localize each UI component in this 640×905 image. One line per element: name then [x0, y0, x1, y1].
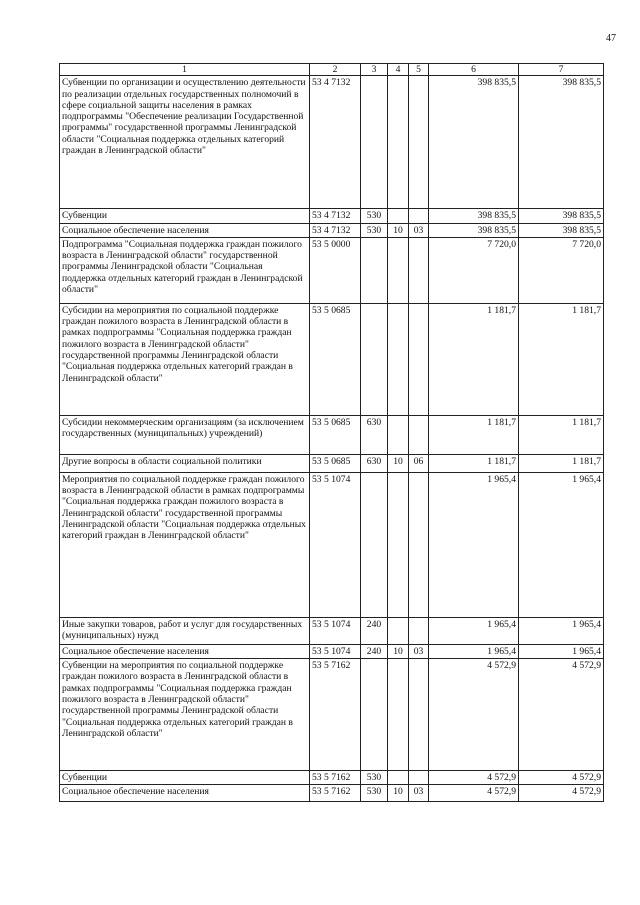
row-sum-2015: 4 572,9 — [519, 771, 604, 785]
row-subsection — [409, 617, 429, 644]
row-sum-2015: 1 965,4 — [519, 644, 604, 658]
row-name: Субсидии на мероприятия по социальной поддержке граждан пожилого возраста в Ленинградской области в рамках подпрограммы "Социальная поддержка граждан пожилого возраста в Ленинградской области" государственной программы Ленинградской области "Социальная поддержка отдельных категорий граждан в Ленинградской области" — [60, 303, 310, 415]
header-cell-7: 7 — [519, 64, 604, 76]
row-name: Субсидии некоммерческим организациям (за исключением государственных (муниципальных) учреждений) — [60, 415, 310, 454]
table-row — [60, 415, 604, 454]
table-row — [60, 659, 604, 771]
row-code: 53 4 7132 — [310, 76, 361, 209]
row-expense-type: 530 — [361, 785, 388, 802]
row-subsection: 03 — [409, 644, 429, 658]
row-sum-2015: 398 835,5 — [519, 209, 604, 223]
row-name: Субвенции на мероприятия по социальной поддержке граждан пожилого возраста в Ленинградской области в рамках подпрограммы "Социальная поддержка граждан пожилого возраста в Ленинградской области" государственной программы Ленинградской области "Социальная поддержка отдельных категорий граждан в Ленинградской области" — [60, 659, 310, 771]
row-sum-2015: 4 572,9 — [519, 659, 604, 771]
row-sum-2014: 4 572,9 — [429, 659, 519, 771]
row-code: 53 5 1074 — [310, 644, 361, 658]
row-name: Субвенции — [60, 209, 310, 223]
row-expense-type: 530 — [361, 209, 388, 223]
row-expense-type: 240 — [361, 617, 388, 644]
row-code: 53 5 7162 — [310, 771, 361, 785]
table-row — [60, 472, 604, 617]
row-code: 53 4 7132 — [310, 209, 361, 223]
header-cell-1: 1 — [60, 64, 310, 76]
row-name: Социальное обеспечение населения — [60, 223, 310, 237]
row-section: 10 — [388, 223, 409, 237]
header-cell-5: 5 — [409, 64, 429, 76]
page-number: 47 — [606, 33, 616, 44]
row-expense-type: 530 — [361, 223, 388, 237]
row-sum-2015: 1 965,4 — [519, 472, 604, 617]
header-cell-4: 4 — [388, 64, 409, 76]
row-section — [388, 659, 409, 771]
table-row — [60, 237, 604, 303]
table-row — [60, 303, 604, 415]
row-sum-2015: 7 720,0 — [519, 237, 604, 303]
row-sum-2014: 4 572,9 — [429, 771, 519, 785]
row-section — [388, 209, 409, 223]
row-subsection — [409, 659, 429, 771]
row-subsection — [409, 771, 429, 785]
table-row — [60, 223, 604, 237]
row-expense-type — [361, 303, 388, 415]
row-sum-2014: 1 181,7 — [429, 415, 519, 454]
row-section: 10 — [388, 644, 409, 658]
table-row — [60, 454, 604, 472]
row-section: 10 — [388, 454, 409, 472]
header-row — [60, 64, 604, 76]
header-cell-3: 3 — [361, 64, 388, 76]
row-code: 53 5 7162 — [310, 659, 361, 771]
row-section — [388, 415, 409, 454]
row-expense-type: 530 — [361, 771, 388, 785]
row-sum-2014: 1 965,4 — [429, 617, 519, 644]
row-code: 53 5 0000 — [310, 237, 361, 303]
row-code: 53 5 1074 — [310, 472, 361, 617]
table-row — [60, 785, 604, 802]
row-sum-2014: 1 965,4 — [429, 644, 519, 658]
row-sum-2014: 398 835,5 — [429, 209, 519, 223]
row-expense-type — [361, 76, 388, 209]
row-name: Субвенции — [60, 771, 310, 785]
row-section — [388, 303, 409, 415]
row-subsection: 06 — [409, 454, 429, 472]
row-code: 53 5 7162 — [310, 785, 361, 802]
row-sum-2015: 4 572,9 — [519, 785, 604, 802]
row-sum-2014: 398 835,5 — [429, 76, 519, 209]
table-row — [60, 209, 604, 223]
row-subsection: 03 — [409, 785, 429, 802]
row-section — [388, 472, 409, 617]
row-name: Субвенции по организации и осуществлению деятельности по реализации отдельных государственных полномочий в сфере социальной защиты населения в рамках подпрограммы "Обеспечение реализации Государственной программы" государственной программы Ленинградской области "Социальная поддержка отдельных категорий граждан в Ленинградской области" — [60, 76, 310, 209]
row-code: 53 5 1074 — [310, 617, 361, 644]
table-row — [60, 76, 604, 209]
row-section — [388, 617, 409, 644]
row-expense-type: 630 — [361, 454, 388, 472]
row-name: Мероприятия по социальной поддержке граждан пожилого возраста в Ленинградской области в рамках подпрограммы "Социальная поддержка граждан пожилого возраста в Ленинградской области" государственной программы Ленинградской области "Социальная поддержка отдельных категорий граждан в Ленинградской области" — [60, 472, 310, 617]
row-code: 53 5 0685 — [310, 454, 361, 472]
row-code: 53 4 7132 — [310, 223, 361, 237]
row-code: 53 5 0685 — [310, 303, 361, 415]
row-expense-type: 240 — [361, 644, 388, 658]
row-sum-2015: 1 965,4 — [519, 617, 604, 644]
header-cell-6: 6 — [429, 64, 519, 76]
row-expense-type — [361, 237, 388, 303]
row-sum-2014: 1 181,7 — [429, 303, 519, 415]
row-subsection — [409, 237, 429, 303]
row-expense-type — [361, 659, 388, 771]
row-subsection: 03 — [409, 223, 429, 237]
row-sum-2015: 398 835,5 — [519, 223, 604, 237]
row-sum-2014: 398 835,5 — [429, 223, 519, 237]
row-name: Подпрограмма "Социальная поддержка граждан пожилого возраста в Ленинградской области" государственной программы Ленинградской области "Социальная поддержка отдельных категорий граждан в Ленинградской области" — [60, 237, 310, 303]
row-subsection — [409, 303, 429, 415]
header-cell-2: 2 — [310, 64, 361, 76]
row-sum-2014: 1 965,4 — [429, 472, 519, 617]
budget-table — [59, 63, 604, 802]
row-section — [388, 76, 409, 209]
row-name: Социальное обеспечение населения — [60, 785, 310, 802]
row-sum-2015: 398 835,5 — [519, 76, 604, 209]
row-section — [388, 771, 409, 785]
row-sum-2014: 4 572,9 — [429, 785, 519, 802]
table-row — [60, 771, 604, 785]
row-subsection — [409, 472, 429, 617]
row-sum-2015: 1 181,7 — [519, 454, 604, 472]
row-sum-2014: 7 720,0 — [429, 237, 519, 303]
row-section — [388, 237, 409, 303]
row-name: Социальное обеспечение населения — [60, 644, 310, 658]
row-sum-2015: 1 181,7 — [519, 303, 604, 415]
row-sum-2014: 1 181,7 — [429, 454, 519, 472]
table-row — [60, 644, 604, 658]
row-sum-2015: 1 181,7 — [519, 415, 604, 454]
row-expense-type: 630 — [361, 415, 388, 454]
row-subsection — [409, 415, 429, 454]
table-row — [60, 617, 604, 644]
row-section: 10 — [388, 785, 409, 802]
row-expense-type — [361, 472, 388, 617]
row-code: 53 5 0685 — [310, 415, 361, 454]
row-name: Иные закупки товаров, работ и услуг для государственных (муниципальных) нужд — [60, 617, 310, 644]
row-subsection — [409, 76, 429, 209]
row-name: Другие вопросы в области социальной политики — [60, 454, 310, 472]
row-subsection — [409, 209, 429, 223]
